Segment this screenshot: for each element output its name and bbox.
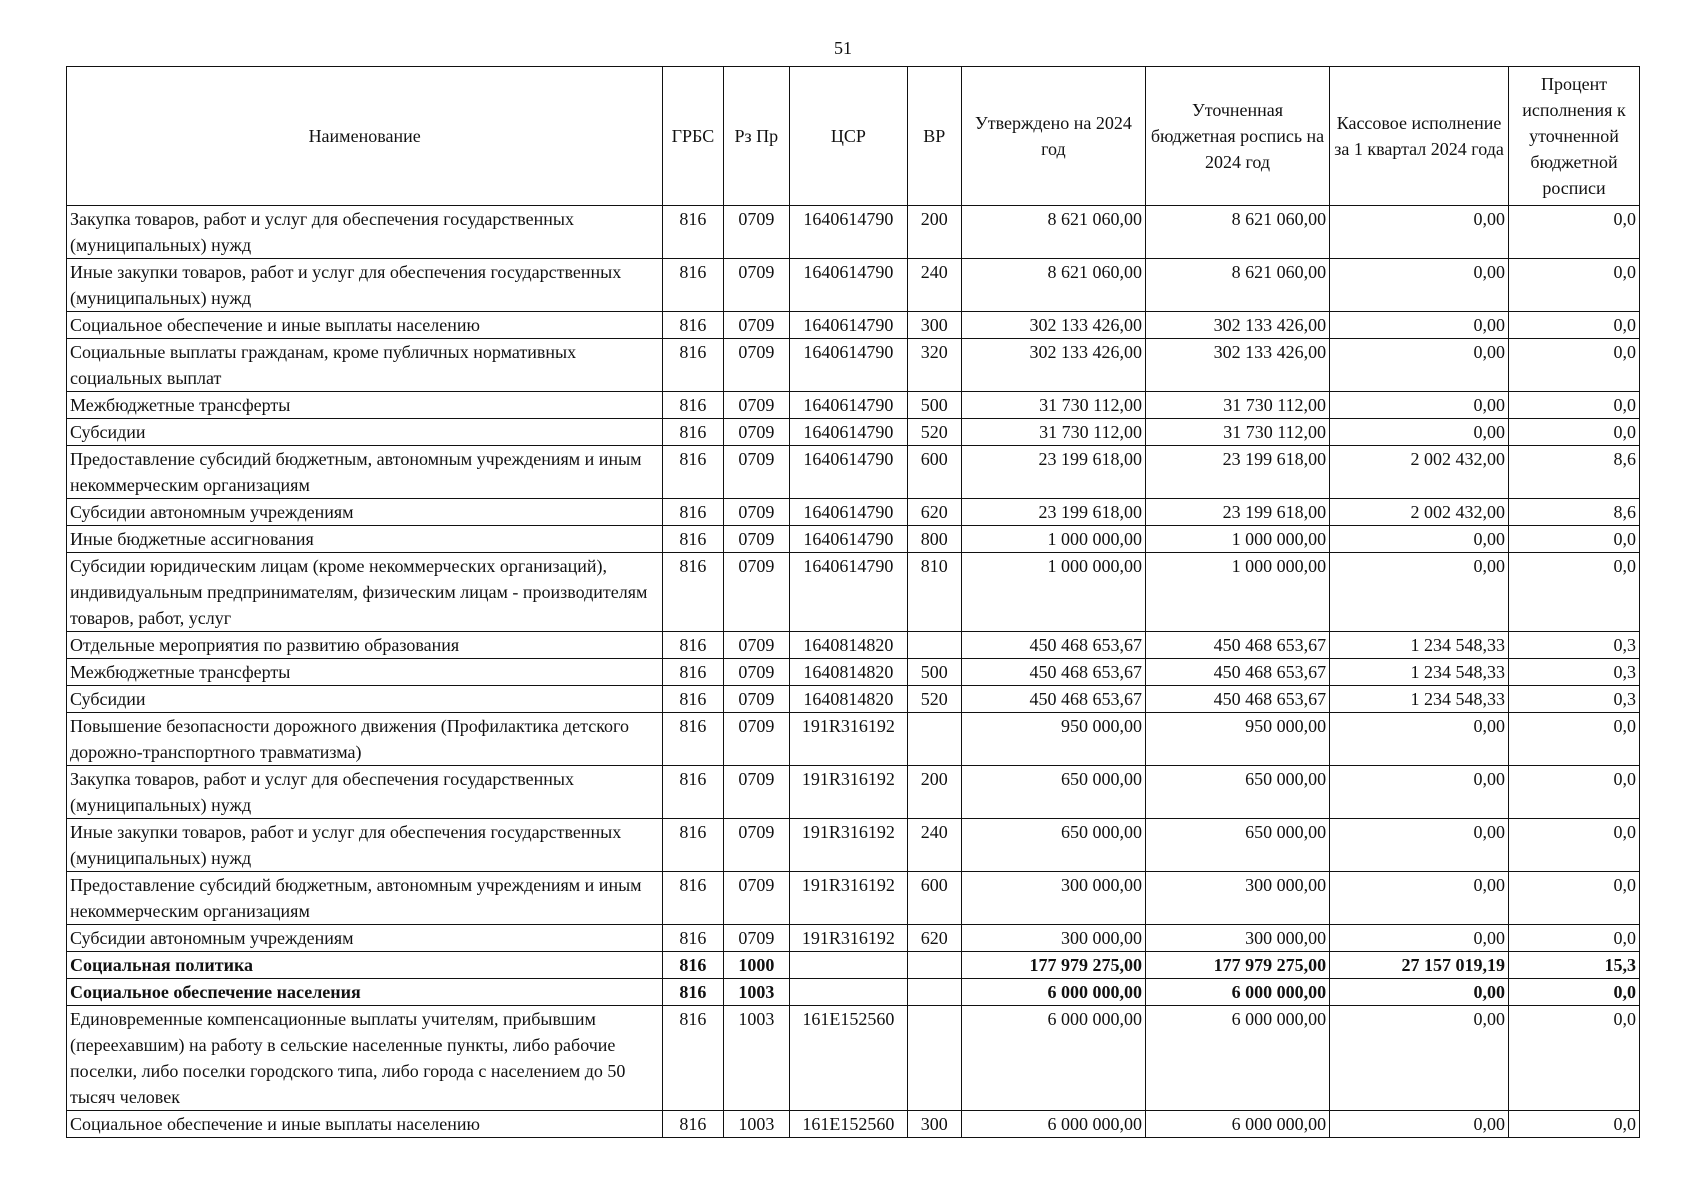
cell-refined: 650 000,00	[1145, 766, 1329, 819]
cell-name: Субсидии юридическим лицам (кроме некоммерческих организаций), индивидуальным предпринимателям, физическим лицам - производителям товаров, работ, услуг	[67, 553, 663, 632]
cell-percent: 0,0	[1509, 553, 1640, 632]
table-row	[67, 819, 1640, 872]
table-row	[67, 339, 1640, 392]
cell-name: Социальные выплаты гражданам, кроме публичных нормативных социальных выплат	[67, 339, 663, 392]
cell-csr: 191R316192	[790, 872, 908, 925]
cell-cash: 0,00	[1330, 312, 1509, 339]
cell-rzpr: 0709	[723, 446, 789, 499]
cell-approved: 1 000 000,00	[961, 553, 1145, 632]
cell-csr: 1640614790	[790, 206, 908, 259]
cell-csr: 1640614790	[790, 526, 908, 553]
cell-name: Субсидии	[67, 686, 663, 713]
cell-name: Социальная политика	[67, 952, 663, 979]
cell-cash: 0,00	[1330, 713, 1509, 766]
cell-approved: 450 468 653,67	[961, 686, 1145, 713]
cell-name: Предоставление субсидий бюджетным, автономным учреждениям и иным некоммерческим организациям	[67, 446, 663, 499]
cell-grbs: 816	[663, 1006, 723, 1111]
cell-refined: 8 621 060,00	[1145, 259, 1329, 312]
cell-grbs: 816	[663, 659, 723, 686]
cell-rzpr: 1003	[723, 979, 789, 1006]
cell-vr	[907, 1006, 961, 1111]
cell-refined: 300 000,00	[1145, 925, 1329, 952]
cell-grbs: 816	[663, 766, 723, 819]
cell-vr: 300	[907, 312, 961, 339]
cell-refined: 6 000 000,00	[1145, 979, 1329, 1006]
cell-cash: 0,00	[1330, 206, 1509, 259]
cell-csr: 1640814820	[790, 659, 908, 686]
table-row	[67, 419, 1640, 446]
cell-csr: 1640814820	[790, 632, 908, 659]
cell-percent: 0,0	[1509, 766, 1640, 819]
cell-approved: 31 730 112,00	[961, 392, 1145, 419]
cell-refined: 302 133 426,00	[1145, 339, 1329, 392]
cell-refined: 950 000,00	[1145, 713, 1329, 766]
cell-name: Закупка товаров, работ и услуг для обеспечения государственных (муниципальных) нужд	[67, 206, 663, 259]
table-row	[67, 872, 1640, 925]
cell-vr: 500	[907, 392, 961, 419]
cell-vr: 200	[907, 766, 961, 819]
cell-vr: 600	[907, 872, 961, 925]
cell-vr: 320	[907, 339, 961, 392]
cell-refined: 450 468 653,67	[1145, 659, 1329, 686]
cell-name: Социальное обеспечение и иные выплаты населению	[67, 312, 663, 339]
cell-csr: 1640614790	[790, 419, 908, 446]
cell-refined: 450 468 653,67	[1145, 632, 1329, 659]
cell-refined: 8 621 060,00	[1145, 206, 1329, 259]
cell-percent: 0,0	[1509, 312, 1640, 339]
cell-cash: 1 234 548,33	[1330, 659, 1509, 686]
cell-cash: 0,00	[1330, 339, 1509, 392]
cell-name: Субсидии автономным учреждениям	[67, 925, 663, 952]
cell-cash: 0,00	[1330, 553, 1509, 632]
cell-rzpr: 1003	[723, 1006, 789, 1111]
cell-vr: 800	[907, 526, 961, 553]
cell-vr	[907, 952, 961, 979]
cell-name: Субсидии автономным учреждениям	[67, 499, 663, 526]
cell-rzpr: 0709	[723, 526, 789, 553]
cell-refined: 23 199 618,00	[1145, 499, 1329, 526]
cell-rzpr: 0709	[723, 686, 789, 713]
cell-cash: 0,00	[1330, 925, 1509, 952]
cell-vr: 620	[907, 499, 961, 526]
cell-cash: 1 234 548,33	[1330, 686, 1509, 713]
cell-refined: 1 000 000,00	[1145, 553, 1329, 632]
cell-name: Иные бюджетные ассигнования	[67, 526, 663, 553]
cell-vr: 520	[907, 419, 961, 446]
cell-csr: 191R316192	[790, 819, 908, 872]
cell-refined: 6 000 000,00	[1145, 1111, 1329, 1138]
cell-refined: 31 730 112,00	[1145, 419, 1329, 446]
cell-approved: 8 621 060,00	[961, 259, 1145, 312]
cell-percent: 0,0	[1509, 419, 1640, 446]
cell-vr: 620	[907, 925, 961, 952]
header-cash: Кассовое исполнение за 1 квартал 2024 года	[1330, 67, 1509, 206]
cell-percent: 0,0	[1509, 1111, 1640, 1138]
cell-approved: 6 000 000,00	[961, 1006, 1145, 1111]
cell-vr: 810	[907, 553, 961, 632]
header-grbs: ГРБС	[663, 67, 723, 206]
cell-rzpr: 0709	[723, 553, 789, 632]
table-row	[67, 659, 1640, 686]
cell-percent: 0,0	[1509, 713, 1640, 766]
cell-grbs: 816	[663, 632, 723, 659]
cell-percent: 8,6	[1509, 499, 1640, 526]
cell-approved: 31 730 112,00	[961, 419, 1145, 446]
cell-grbs: 816	[663, 713, 723, 766]
cell-refined: 31 730 112,00	[1145, 392, 1329, 419]
cell-vr: 520	[907, 686, 961, 713]
table-row	[67, 713, 1640, 766]
cell-rzpr: 0709	[723, 312, 789, 339]
cell-refined: 1 000 000,00	[1145, 526, 1329, 553]
cell-cash: 0,00	[1330, 419, 1509, 446]
cell-csr: 191R316192	[790, 766, 908, 819]
cell-grbs: 816	[663, 499, 723, 526]
cell-approved: 450 468 653,67	[961, 659, 1145, 686]
cell-vr: 240	[907, 819, 961, 872]
cell-name: Отдельные мероприятия по развитию образования	[67, 632, 663, 659]
cell-approved: 300 000,00	[961, 872, 1145, 925]
header-name: Наименование	[67, 67, 663, 206]
cell-csr: 1640614790	[790, 312, 908, 339]
table-row	[67, 952, 1640, 979]
table-row	[67, 979, 1640, 1006]
table-row	[67, 632, 1640, 659]
cell-rzpr: 0709	[723, 632, 789, 659]
cell-percent: 8,6	[1509, 446, 1640, 499]
cell-grbs: 816	[663, 686, 723, 713]
cell-approved: 6 000 000,00	[961, 1111, 1145, 1138]
cell-csr: 191R316192	[790, 925, 908, 952]
cell-cash: 2 002 432,00	[1330, 499, 1509, 526]
cell-cash: 0,00	[1330, 1111, 1509, 1138]
table-row	[67, 553, 1640, 632]
cell-percent: 0,0	[1509, 339, 1640, 392]
header-csr: ЦСР	[790, 67, 908, 206]
table-header-row	[67, 67, 1640, 206]
cell-approved: 302 133 426,00	[961, 339, 1145, 392]
table-row	[67, 392, 1640, 419]
cell-cash: 0,00	[1330, 392, 1509, 419]
cell-approved: 8 621 060,00	[961, 206, 1145, 259]
cell-name: Межбюджетные трансферты	[67, 392, 663, 419]
cell-grbs: 816	[663, 872, 723, 925]
cell-rzpr: 0709	[723, 872, 789, 925]
cell-approved: 302 133 426,00	[961, 312, 1145, 339]
cell-grbs: 816	[663, 446, 723, 499]
cell-csr: 191R316192	[790, 713, 908, 766]
cell-approved: 950 000,00	[961, 713, 1145, 766]
table-row	[67, 312, 1640, 339]
cell-rzpr: 0709	[723, 259, 789, 312]
cell-refined: 300 000,00	[1145, 872, 1329, 925]
cell-refined: 650 000,00	[1145, 819, 1329, 872]
cell-csr: 161E152560	[790, 1111, 908, 1138]
cell-rzpr: 0709	[723, 499, 789, 526]
header-approved: Утверждено на 2024 год	[961, 67, 1145, 206]
cell-csr: 1640614790	[790, 392, 908, 419]
cell-percent: 0,0	[1509, 526, 1640, 553]
cell-rzpr: 0709	[723, 659, 789, 686]
cell-vr: 240	[907, 259, 961, 312]
header-vr: ВР	[907, 67, 961, 206]
cell-grbs: 816	[663, 553, 723, 632]
cell-cash: 1 234 548,33	[1330, 632, 1509, 659]
cell-percent: 0,0	[1509, 259, 1640, 312]
cell-approved: 450 468 653,67	[961, 632, 1145, 659]
cell-cash: 27 157 019,19	[1330, 952, 1509, 979]
cell-csr: 161E152560	[790, 1006, 908, 1111]
cell-vr	[907, 979, 961, 1006]
cell-csr: 1640614790	[790, 499, 908, 526]
cell-approved: 177 979 275,00	[961, 952, 1145, 979]
header-percent: Процент исполнения к уточненной бюджетной росписи	[1509, 67, 1640, 206]
cell-percent: 0,0	[1509, 819, 1640, 872]
cell-csr: 1640814820	[790, 686, 908, 713]
cell-percent: 0,0	[1509, 925, 1640, 952]
cell-refined: 177 979 275,00	[1145, 952, 1329, 979]
cell-name: Субсидии	[67, 419, 663, 446]
cell-rzpr: 0709	[723, 819, 789, 872]
table-row	[67, 1006, 1640, 1111]
cell-name: Социальное обеспечение и иные выплаты населению	[67, 1111, 663, 1138]
cell-vr: 600	[907, 446, 961, 499]
cell-grbs: 816	[663, 952, 723, 979]
cell-name: Иные закупки товаров, работ и услуг для обеспечения государственных (муниципальных) нужд	[67, 259, 663, 312]
cell-csr	[790, 952, 908, 979]
cell-name: Межбюджетные трансферты	[67, 659, 663, 686]
table-row	[67, 526, 1640, 553]
cell-vr	[907, 713, 961, 766]
cell-cash: 0,00	[1330, 979, 1509, 1006]
cell-rzpr: 0709	[723, 206, 789, 259]
cell-csr: 1640614790	[790, 553, 908, 632]
cell-cash: 0,00	[1330, 872, 1509, 925]
cell-grbs: 816	[663, 419, 723, 446]
cell-rzpr: 1000	[723, 952, 789, 979]
cell-percent: 15,3	[1509, 952, 1640, 979]
cell-csr: 1640614790	[790, 259, 908, 312]
cell-grbs: 816	[663, 526, 723, 553]
cell-rzpr: 0709	[723, 392, 789, 419]
cell-name: Закупка товаров, работ и услуг для обеспечения государственных (муниципальных) нужд	[67, 766, 663, 819]
cell-percent: 0,3	[1509, 659, 1640, 686]
cell-grbs: 816	[663, 392, 723, 419]
table-row	[67, 259, 1640, 312]
cell-vr: 300	[907, 1111, 961, 1138]
cell-csr	[790, 979, 908, 1006]
table-row	[67, 1111, 1640, 1138]
budget-table	[66, 66, 1640, 1138]
table-row	[67, 925, 1640, 952]
cell-csr: 1640614790	[790, 339, 908, 392]
table-row	[67, 446, 1640, 499]
cell-cash: 0,00	[1330, 259, 1509, 312]
cell-percent: 0,3	[1509, 632, 1640, 659]
cell-percent: 0,0	[1509, 1006, 1640, 1111]
cell-vr: 200	[907, 206, 961, 259]
cell-name: Единовременные компенсационные выплаты учителям, прибывшим (переехавшим) на работу в сельские населенные пункты, либо рабочие поселки, либо поселки городского типа, либо города с населением до 50 тысяч человек	[67, 1006, 663, 1111]
table-row	[67, 499, 1640, 526]
cell-cash: 0,00	[1330, 526, 1509, 553]
cell-cash: 2 002 432,00	[1330, 446, 1509, 499]
cell-grbs: 816	[663, 206, 723, 259]
cell-percent: 0,0	[1509, 206, 1640, 259]
cell-refined: 6 000 000,00	[1145, 1006, 1329, 1111]
cell-vr: 500	[907, 659, 961, 686]
cell-percent: 0,0	[1509, 392, 1640, 419]
cell-cash: 0,00	[1330, 766, 1509, 819]
cell-rzpr: 1003	[723, 1111, 789, 1138]
table-row	[67, 206, 1640, 259]
cell-approved: 6 000 000,00	[961, 979, 1145, 1006]
cell-grbs: 816	[663, 819, 723, 872]
table-row	[67, 766, 1640, 819]
cell-refined: 302 133 426,00	[1145, 312, 1329, 339]
cell-approved: 1 000 000,00	[961, 526, 1145, 553]
table-row	[67, 686, 1640, 713]
cell-rzpr: 0709	[723, 766, 789, 819]
cell-vr	[907, 632, 961, 659]
page-number: 51	[834, 38, 852, 58]
cell-percent: 0,0	[1509, 979, 1640, 1006]
cell-rzpr: 0709	[723, 713, 789, 766]
cell-cash: 0,00	[1330, 1006, 1509, 1111]
header-refined: Уточненная бюджетная роспись на 2024 год	[1145, 67, 1329, 206]
cell-approved: 23 199 618,00	[961, 499, 1145, 526]
cell-csr: 1640614790	[790, 446, 908, 499]
cell-grbs: 816	[663, 259, 723, 312]
cell-name: Предоставление субсидий бюджетным, автономным учреждениям и иным некоммерческим организациям	[67, 872, 663, 925]
cell-approved: 23 199 618,00	[961, 446, 1145, 499]
cell-rzpr: 0709	[723, 419, 789, 446]
header-rzpr: Рз Пр	[723, 67, 789, 206]
cell-approved: 650 000,00	[961, 766, 1145, 819]
cell-approved: 650 000,00	[961, 819, 1145, 872]
cell-rzpr: 0709	[723, 925, 789, 952]
cell-grbs: 816	[663, 925, 723, 952]
cell-name: Повышение безопасности дорожного движения (Профилактика детского дорожно-транспортного травматизма)	[67, 713, 663, 766]
cell-percent: 0,0	[1509, 872, 1640, 925]
cell-grbs: 816	[663, 979, 723, 1006]
cell-refined: 23 199 618,00	[1145, 446, 1329, 499]
cell-grbs: 816	[663, 339, 723, 392]
cell-cash: 0,00	[1330, 819, 1509, 872]
cell-name: Иные закупки товаров, работ и услуг для обеспечения государственных (муниципальных) нужд	[67, 819, 663, 872]
cell-percent: 0,3	[1509, 686, 1640, 713]
cell-approved: 300 000,00	[961, 925, 1145, 952]
cell-refined: 450 468 653,67	[1145, 686, 1329, 713]
cell-name: Социальное обеспечение населения	[67, 979, 663, 1006]
cell-rzpr: 0709	[723, 339, 789, 392]
table-body	[67, 206, 1640, 1138]
cell-grbs: 816	[663, 312, 723, 339]
cell-grbs: 816	[663, 1111, 723, 1138]
